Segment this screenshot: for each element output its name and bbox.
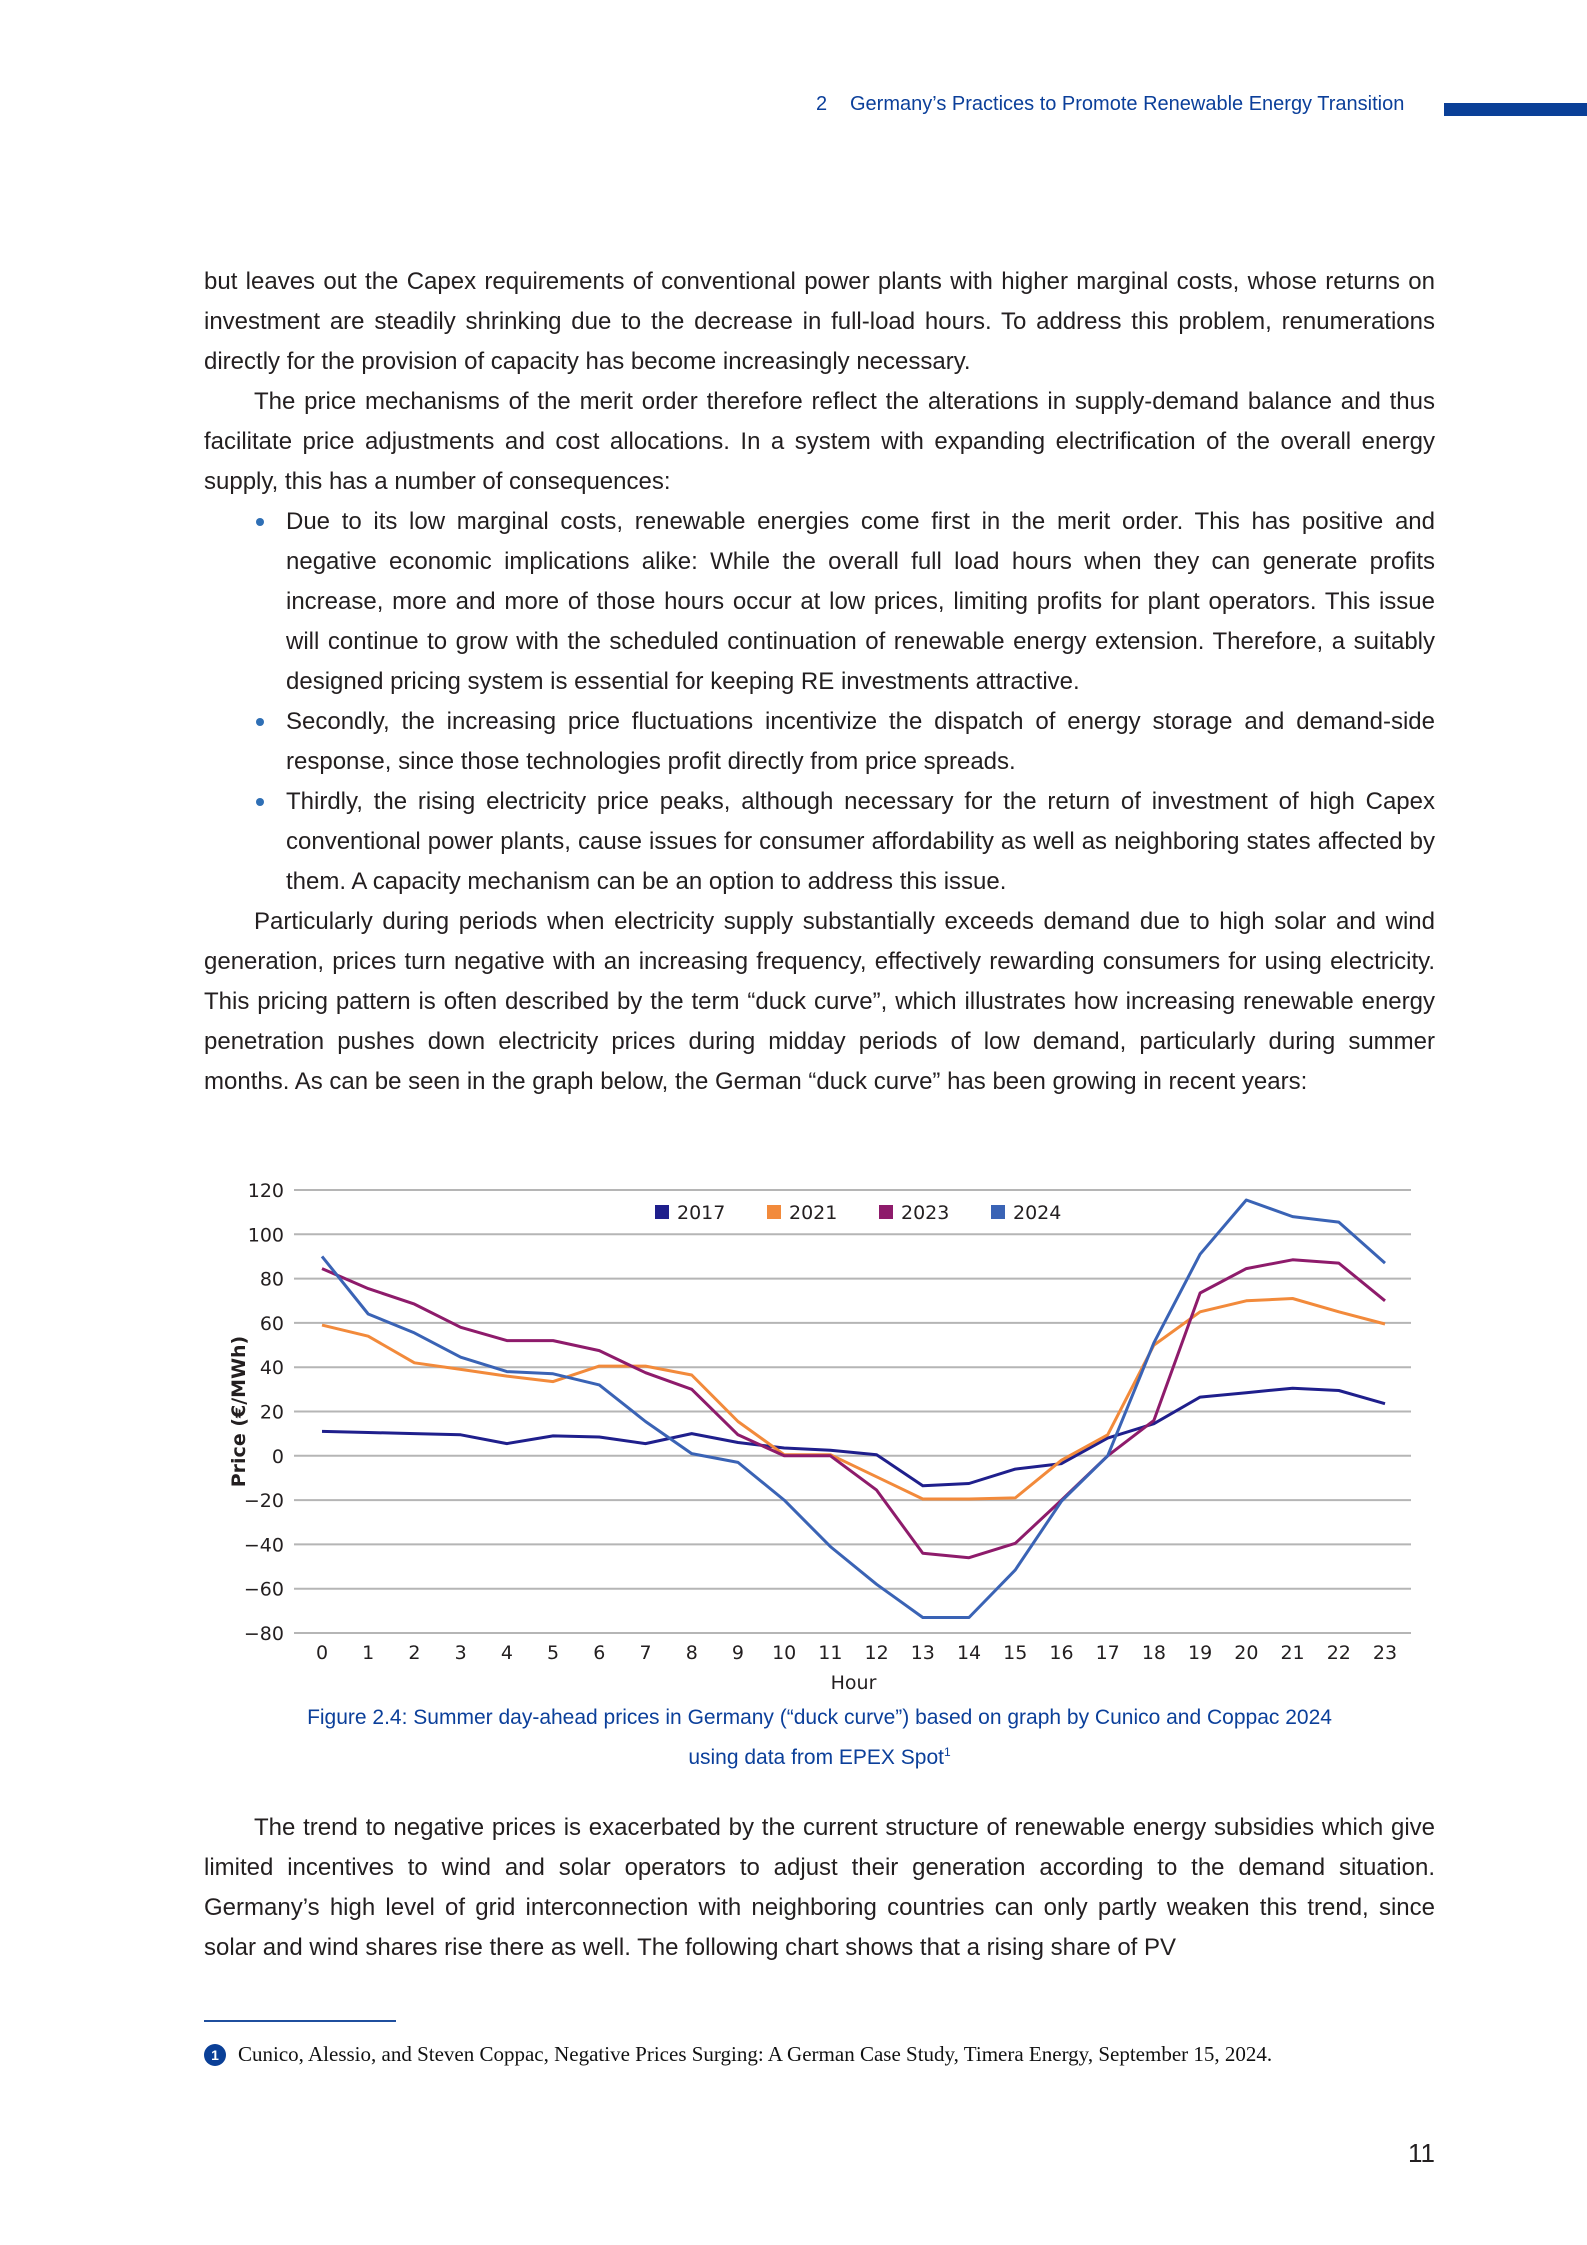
- running-header: [0, 93, 1587, 123]
- page-number: 11: [1408, 2138, 1435, 2168]
- y-tick-label: 0: [271, 1445, 284, 1468]
- legend-label-2017: 2017: [677, 1202, 726, 1224]
- x-tick-label: 21: [1280, 1642, 1305, 1664]
- series-line-2024: [322, 1200, 1385, 1618]
- caption-line: Figure 2.4: Summer day-ahead prices in Germany (“duck curve”) based on graph by Cunico and Coppac 2024: [307, 1706, 1332, 1729]
- caption-line: [204, 1735, 1435, 1775]
- series-line-2017: [322, 1388, 1385, 1486]
- y-tick-label: −20: [243, 1490, 284, 1513]
- footnote-text: Cunico, Alessio, and Steven Coppac, Negative Prices Surging: A German Case Study, Timera Energy, September 15, 2024.: [238, 2042, 1273, 2066]
- list-item-text: Secondly, the increasing price fluctuations incentivize the dispatch of energy storage and demand-side response, since those technologies profit directly from price spreads.: [286, 708, 1435, 775]
- x-tick-label: 12: [864, 1642, 889, 1664]
- x-tick-label: 11: [818, 1642, 843, 1664]
- y-tick-label: 20: [259, 1401, 284, 1424]
- list-item-text: Due to its low marginal costs, renewable energies come first in the merit order. This has positive and negative economic implications alike: While the overall full load hours when they can generate profits increase, more and more of those hours occur at low prices, limiting profits for plant operators. This issue will continue to grow with the scheduled continuation of renewable energy extension. Therefore, a suitably designed pricing system is essential for keeping RE investments attractive.: [286, 508, 1435, 695]
- paragraph: The trend to negative prices is exacerbated by the current structure of renewable energy subsidies which give limited incentives to wind and solar operators to adjust their generation according to the demand situation. Germany’s high level of grid interconnection with neighboring countries can only partly weaken this trend, since solar and wind shares rise there as well. The following chart shows that a rising share of PV: [204, 1814, 1435, 1961]
- x-tick-label: 18: [1141, 1642, 1167, 1664]
- y-tick-label: −60: [243, 1578, 284, 1601]
- chapter-number: 2: [816, 93, 828, 115]
- x-tick-label: 0: [315, 1642, 329, 1664]
- x-tick-label: 1: [362, 1642, 375, 1664]
- x-tick-label: 2: [408, 1642, 421, 1664]
- x-tick-label: 20: [1234, 1642, 1259, 1664]
- x-tick-label: 6: [593, 1642, 606, 1664]
- paragraph: The price mechanisms of the merit order therefore reflect the alterations in supply-demand balance and thus facilitate price adjustments and cost allocations. In a system with expanding electrification of the overall energy supply, this has a number of consequences:: [204, 388, 1435, 495]
- bullet-list: [204, 502, 1435, 902]
- footnote-number-badge: 1: [204, 2044, 226, 2066]
- x-tick-label: 14: [956, 1642, 982, 1664]
- list-item: [286, 782, 1435, 902]
- legend-label-2023: 2023: [901, 1202, 950, 1224]
- duck-curve-chart: [220, 1170, 1440, 1700]
- x-tick-label: 7: [639, 1642, 652, 1664]
- legend-label-2024: 2024: [1013, 1202, 1062, 1224]
- bullet-icon: [256, 718, 264, 726]
- series-line-2021: [322, 1299, 1385, 1500]
- body-text-top: [204, 262, 1435, 1102]
- legend-swatch-2017: [655, 1205, 669, 1219]
- legend-label-2021: 2021: [789, 1202, 838, 1224]
- chapter-title: Germany’s Practices to Promote Renewable Energy Transition: [850, 93, 1405, 115]
- x-tick-label: 17: [1095, 1642, 1120, 1664]
- paragraph: but leaves out the Capex requirements of conventional power plants with higher marginal costs, whose returns on investment are steadily shrinking due to the decrease in full-load hours. To address this problem, renumerations directly for the provision of capacity has become increasingly necessary.: [204, 268, 1435, 375]
- legend-swatch-2024: [991, 1205, 1005, 1219]
- caption-text: using data from EPEX Spot: [688, 1746, 944, 1769]
- header-accent-bar: [1444, 103, 1587, 116]
- figure-caption: [204, 1700, 1435, 1775]
- y-tick-label: 60: [259, 1312, 284, 1335]
- list-item: [286, 702, 1435, 782]
- list-item-text: Thirdly, the rising electricity price peaks, although necessary for the return of investment of high Capex conventional power plants, cause issues for consumer affordability as well as neighboring states affected by them. A capacity mechanism can be an option to address this issue.: [286, 788, 1435, 895]
- x-tick-label: 23: [1372, 1642, 1398, 1664]
- footnote-divider: [204, 2020, 396, 2022]
- x-tick-label: 4: [500, 1642, 513, 1664]
- bullet-icon: [256, 518, 264, 526]
- y-tick-label: 120: [247, 1180, 284, 1202]
- y-tick-label: 40: [259, 1357, 284, 1380]
- footnote: [204, 2042, 1272, 2067]
- x-tick-label: 3: [454, 1642, 467, 1664]
- x-tick-label: 19: [1188, 1642, 1213, 1664]
- body-text-bottom: [204, 1808, 1435, 1968]
- list-item: [286, 502, 1435, 702]
- legend-swatch-2021: [767, 1205, 781, 1219]
- x-axis-label: Hour: [830, 1672, 877, 1694]
- x-tick-label: 10: [772, 1642, 797, 1664]
- x-tick-label: 8: [685, 1642, 698, 1664]
- y-axis-label: Price (€/MWh): [228, 1335, 250, 1488]
- y-tick-label: 100: [247, 1224, 284, 1247]
- legend-swatch-2023: [879, 1205, 893, 1219]
- x-tick-label: 22: [1326, 1642, 1351, 1664]
- bullet-icon: [256, 798, 264, 806]
- x-tick-label: 5: [547, 1642, 560, 1664]
- x-tick-label: 16: [1049, 1642, 1074, 1664]
- x-tick-label: 15: [1003, 1642, 1028, 1664]
- x-tick-label: 13: [910, 1642, 935, 1664]
- y-tick-label: −40: [243, 1534, 284, 1557]
- footnote-ref[interactable]: 1: [943, 1745, 951, 1759]
- x-tick-label: 9: [731, 1642, 745, 1664]
- paragraph: Particularly during periods when electricity supply substantially exceeds demand due to high solar and wind generation, prices turn negative with an increasing frequency, effectively rewarding consumers for using electricity. This pricing pattern is often described by the term “duck curve”, which illustrates how increasing renewable energy penetration pushes down electricity prices during midday periods of low demand, particularly during summer months. As can be seen in the graph below, the German “duck curve” has been growing in recent years:: [204, 908, 1435, 1095]
- y-tick-label: 80: [259, 1268, 284, 1291]
- y-tick-label: −80: [243, 1623, 284, 1645]
